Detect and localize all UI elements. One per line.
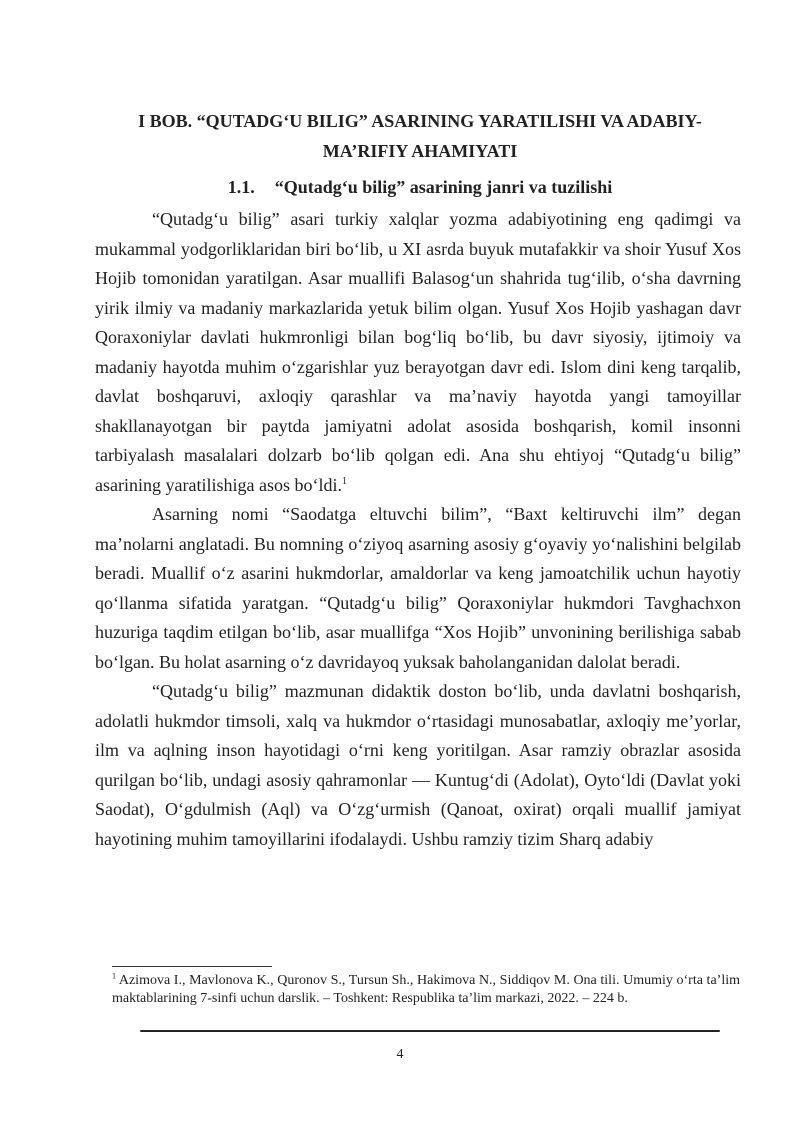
footnote-separator [112,966,272,967]
paragraph-2: Asarning nomi “Saodatga eltuvchi bilim”, “Baxt keltiruvchi ilm” degan ma’nolarni anglatadi. Bu nomning o‘ziyoq asarning asosiy g‘oyaviy yo‘nalishini belgilab beradi. Muallif o‘z asarini hukmdorlar, amaldorlar va keng jamoatchilik uchun hayotiy qo‘llanma sifatida yaratgan. “Qutadg‘u bilig” Qoraxoniylar hukmdori Tavghachxon huzuriga taqdim etilgan bo‘lib, asar muallifga “Xos Hojib” unvonining berilishiga sabab bo‘lgan. Bu holat asarning o‘z davridayoq yuksak baholanganidan dalolat beradi. [95,504,741,672]
footnote-reference[interactable]: 1 [341,475,347,487]
paragraph-1-text: “Qutadg‘u bilig” asari turkiy xalqlar yozma adabiyotining eng qadimgi va mukammal yodgorliklaridan biri bo‘lib, u XI asrda buyuk mutafakkir va shoir Yusuf Xos Hojib tomonidan yaratilgan. Asar muallifi Balasog‘un shahrida tug‘ilib, o‘sha davrning yirik ilmiy va madaniy markazlarida yetuk bilim olgan. Yusuf Xos Hojib yashagan davr Qoraxoniylar davlati hukmronligi bilan bog‘liq bo‘lib, bu davr siyosiy, ijtimoiy va madaniy hayotda muhim o‘zgarishlar yuz berayotgan davr edi. Islom dini keng tarqalib, davlat boshqaruvi, axloqiy qarashlar va ma’naviy hayotda yangi tamoyillar shakllanayotgan bir paytda jamiyatni adolat asosida boshqarish, komil insonni tarbiyalash masalalari dolzarb bo‘lib qolgan edi. Ana shu ehtiyoj “Qutadg‘u bilig” asarining yaratilishiga asos bo‘ldi. [95,209,741,495]
footnote-marker: 1 [112,971,116,981]
section-number: 1.1. [227,177,255,197]
section-heading [100,172,740,202]
page-bottom-rule [140,1030,720,1032]
footnote [112,972,740,1008]
section-title: “Qutadg‘u bilig” asarining janri va tuzilishi [274,177,613,197]
chapter-title: I BOB. “QUTADG‘U BILIG” ASARINING YARATILISHI VA ADABIY-MA’RIFIY AHAMIYATI [138,111,702,161]
body-text [95,205,741,854]
footnote-text: Azimova I., Mavlonova K., Quronov S., Tursun Sh., Hakimova N., Siddiqov M. Ona tili. Umumiy o‘rta ta’lim maktablarining 7-sinfi uchun darslik. – Toshkent: Respublika ta’lim markazi, 2022. – 224 b. [112,973,740,1006]
page-number: 4 [396,1047,404,1062]
paragraph-1 [95,205,741,500]
paragraph-3: “Qutadg‘u bilig” mazmunan didaktik doston bo‘lib, unda davlatni boshqarish, adolatli hukmdor timsoli, xalq va hukmdor o‘rtasidagi munosabatlar, axloqiy me’yorlar, ilm va aqlning inson hayotidagi o‘rni keng yoritilgan. Asar ramziy obrazlar asosida qurilgan bo‘lib, undagi asosiy qahramonlar — Kuntug‘di (Adolat), Oyto‘ldi (Davlat yoki Saodat), O‘gdulmish (Aql) va O‘zg‘urmish (Qanoat, oxirat) orqali muallif jamiyat hayotining muhim tamoyillarini ifodalaydi. Ushbu ramziy tizim Sharq adabiy [95,681,741,849]
